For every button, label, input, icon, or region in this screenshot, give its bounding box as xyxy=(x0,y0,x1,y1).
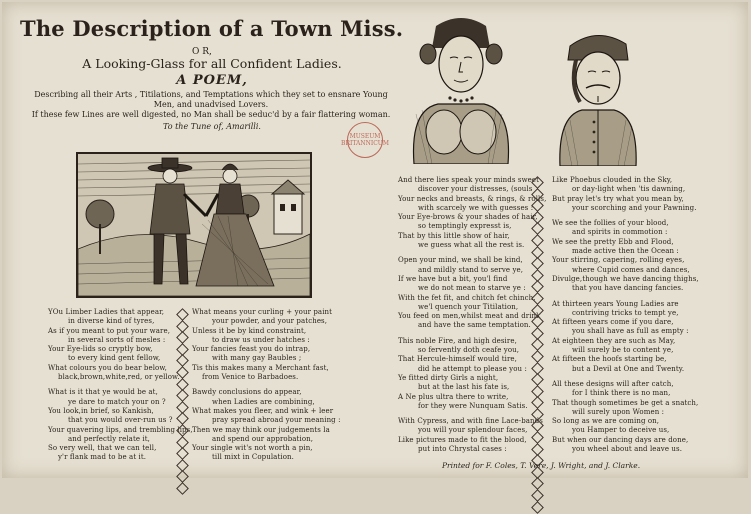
verse-line: in diverse kind of tyres, xyxy=(68,317,155,326)
verse-line: and mildly stand to serve ye, xyxy=(418,265,524,274)
verse-line: but at the last his fate is, xyxy=(418,383,510,392)
verse-line: your powder, and your patches, xyxy=(212,317,328,326)
verse-line: with scarcely we with guesses : xyxy=(418,203,534,212)
verse-column-1 xyxy=(48,308,193,463)
verse-line: to every kind gent fellow, xyxy=(68,354,161,363)
verse-line: Your Eye-brows & your shades of hair, xyxy=(398,213,538,222)
verse-line: And there lies speak your minds sweet xyxy=(398,176,540,184)
description xyxy=(18,90,404,120)
ornamental-divider xyxy=(178,310,188,468)
verse-line: from Venice to Barbadoes. xyxy=(202,373,299,382)
verse-line: If we have but a bit, you'l find xyxy=(398,274,508,283)
verse-line: black,brown,white,red, or yellow. xyxy=(58,373,180,382)
verse-line: Your quavering lips, and trembling lips, xyxy=(48,425,193,434)
verse-line: You look,in brief, so Kankish, xyxy=(48,406,154,415)
description-line-2: Men, and unadvised Lovers. xyxy=(153,100,269,109)
verse-line: so fervently doth ceafe you, xyxy=(418,346,520,355)
verse-line: your scorching and your Pawning. xyxy=(572,203,697,212)
tune-line: To the Tune of, Amarilli. xyxy=(163,122,261,131)
verse-line: or day-light when 'tis dawning, xyxy=(572,185,686,194)
verse-line: Then we may think our judgements la xyxy=(192,425,330,434)
verse-line: that you would over-run us ? xyxy=(68,416,173,425)
verse-line: Open your mind, we shall be kind, xyxy=(398,256,523,265)
verse-line: Unless it be by kind constraint, xyxy=(192,326,307,335)
broadside-sheet xyxy=(2,2,748,478)
verse-column-2 xyxy=(192,308,341,463)
verse-line: YOu Limber Ladies that appear, xyxy=(48,308,165,316)
verse-column-4 xyxy=(552,176,699,454)
verse-line: Your necks and breasts, & rings, & rolls, xyxy=(398,194,547,203)
verse-line: you will your splendour faces, xyxy=(418,426,528,435)
subtitle: A Looking-Glass for all Confident Ladies. xyxy=(82,56,342,71)
verse-line: so temptingly expresst is, xyxy=(418,222,512,231)
verse-line: What colours you do bear below, xyxy=(48,363,167,372)
verse-line: we'l quench your Titilation, xyxy=(418,302,519,311)
verse-line: Your fancies feast you do intrap, xyxy=(192,345,311,354)
verse-line: That by this little show of hair, xyxy=(398,231,510,240)
verse-line: that you have dancing fancies. xyxy=(572,284,684,293)
verse-line: and spirits in commotion : xyxy=(572,228,668,237)
verse-line: Your single wit's not worth a pin, xyxy=(192,444,313,453)
verse-line: Like pictures made to fit the blood, xyxy=(398,435,527,444)
verse-line: for they were Nunquam Satis. xyxy=(418,401,528,410)
verse-line: in several sorts of mesles : xyxy=(68,335,166,344)
verse-line: till mixt in Copulation. xyxy=(212,453,294,462)
verse-line: Tis this makes many a Merchant fast, xyxy=(192,363,329,372)
verse-line: we guess what all the rest is. xyxy=(418,241,525,250)
verse-line: At thirteen years Young Ladies are xyxy=(552,299,679,308)
verse-line: with many gay Baubles ; xyxy=(212,354,302,363)
verse-line: where Cupid comes and dances, xyxy=(572,265,690,274)
verse-line: But when our dancing days are done, xyxy=(552,435,689,444)
verse-line: So long as we are coming on, xyxy=(552,417,660,426)
verse-line: Divulge,though we have dancing thighs, xyxy=(552,274,699,283)
verse-line: You feed on men,whilst meat and drink xyxy=(398,312,541,321)
verse-line: That Hercule-himself would tire, xyxy=(398,355,517,364)
ornamental-divider xyxy=(533,178,543,468)
verse-line: All these designs will after catch, xyxy=(552,379,674,388)
verse-line: you shall have as full as empty : xyxy=(572,327,689,336)
verse-line: contriving tricks to tempt ye, xyxy=(572,308,679,317)
verse-line: Bawdy conclusions do appear, xyxy=(192,388,302,397)
verse-line: you Hamper to deceive us, xyxy=(572,426,670,435)
verse-line: We see the follies of your blood, xyxy=(552,219,669,228)
verse-line: you wheel about and leave us. xyxy=(572,445,683,454)
verse-line: Your stirring, capering, rolling eyes, xyxy=(552,256,685,265)
verse-line: Ye fitted dirty Girls a night, xyxy=(398,373,499,382)
verse-line: when Ladies are combining, xyxy=(212,397,315,406)
verse-line: At fifteen years come if you dare, xyxy=(552,318,674,327)
verse-line: and spend our approbation, xyxy=(212,434,314,443)
verse-line: pray spread abroad your meaning : xyxy=(212,416,341,425)
verse-line: With Cypress, and with fine Lace-bands xyxy=(398,417,543,426)
verse-line: What is it that ye would be at, xyxy=(48,388,158,397)
verse-line: ye dare to match your on ? xyxy=(68,397,166,406)
description-line-3: If these few Lines are well digested, no Man shall be seduc'd by a fair flattering woman. xyxy=(31,110,391,119)
stamp-text: MUSEUM BRITANNICUM xyxy=(341,133,389,147)
verse-line: What means your curling + your paint xyxy=(192,308,333,316)
verse-line: We see the pretty Ebb and Flood, xyxy=(552,237,674,246)
woodcut-woman-portrait xyxy=(406,14,516,164)
verse-line: At eighteen they are such as May, xyxy=(552,336,676,345)
verse-line: discover your distresses, (souls xyxy=(418,185,533,194)
or-text: O R, xyxy=(192,47,212,57)
woodcut-man-portrait xyxy=(542,26,652,166)
woodcut-couple-illustration xyxy=(76,152,312,298)
verse-line: That though sometimes be get a snatch, xyxy=(552,398,699,407)
page-title: The Description of a Town Miss. xyxy=(20,16,404,41)
verse-line: put into Chrystal cases : xyxy=(418,445,507,454)
verse-line: Your Eye-lids so cryptly bow, xyxy=(48,345,153,354)
verse-line: and perfectly relate it, xyxy=(68,434,151,443)
verse-line: to draw us under hatches : xyxy=(212,335,310,344)
verse-line: will surely be to content ye, xyxy=(572,346,674,355)
poem-heading: A POEM, xyxy=(176,73,248,88)
verse-line: Like Phoebus clouded in the Sky, xyxy=(552,176,673,184)
verse-line: With the fet fit, and chitch fet chinch, xyxy=(398,293,536,302)
verse-line: for I think there is no man, xyxy=(572,389,671,398)
verse-line: y'r flank mad to be at it. xyxy=(58,453,147,462)
verse-line: and have the same temptation. xyxy=(418,321,531,330)
verse-line: At fifteen the hoofs starting be, xyxy=(552,355,667,364)
verse-column-3 xyxy=(398,176,546,454)
verse-line: A Ne plus ultra there to write, xyxy=(398,392,509,401)
printer-imprint: Printed for F. Coles, T. Vere, J. Wright, and J. Clarke. xyxy=(442,461,641,470)
verse-line: This noble Fire, and high desire, xyxy=(398,336,517,345)
verse-line: But pray let's try what you mean by, xyxy=(552,194,684,203)
library-stamp xyxy=(341,122,389,158)
verse-line: As if you meant to put your ware, xyxy=(48,326,171,335)
verse-line: did he attempt to please you : xyxy=(418,364,527,373)
verse-line: we do not mean to starve ye : xyxy=(418,284,526,293)
description-line-1: Describing all their Arts , Titilations, and Temptations which they set to ensnare Young xyxy=(34,90,388,99)
verse-line: made active then the Ocean : xyxy=(572,247,679,256)
verse-line: will surely upon Women : xyxy=(572,407,665,416)
verse-line: So very well, that we can tell, xyxy=(48,444,157,453)
verse-line: What makes you fleer, and wink + leer xyxy=(192,406,334,415)
verse-line: but a Devil at One and Twenty. xyxy=(572,364,685,373)
